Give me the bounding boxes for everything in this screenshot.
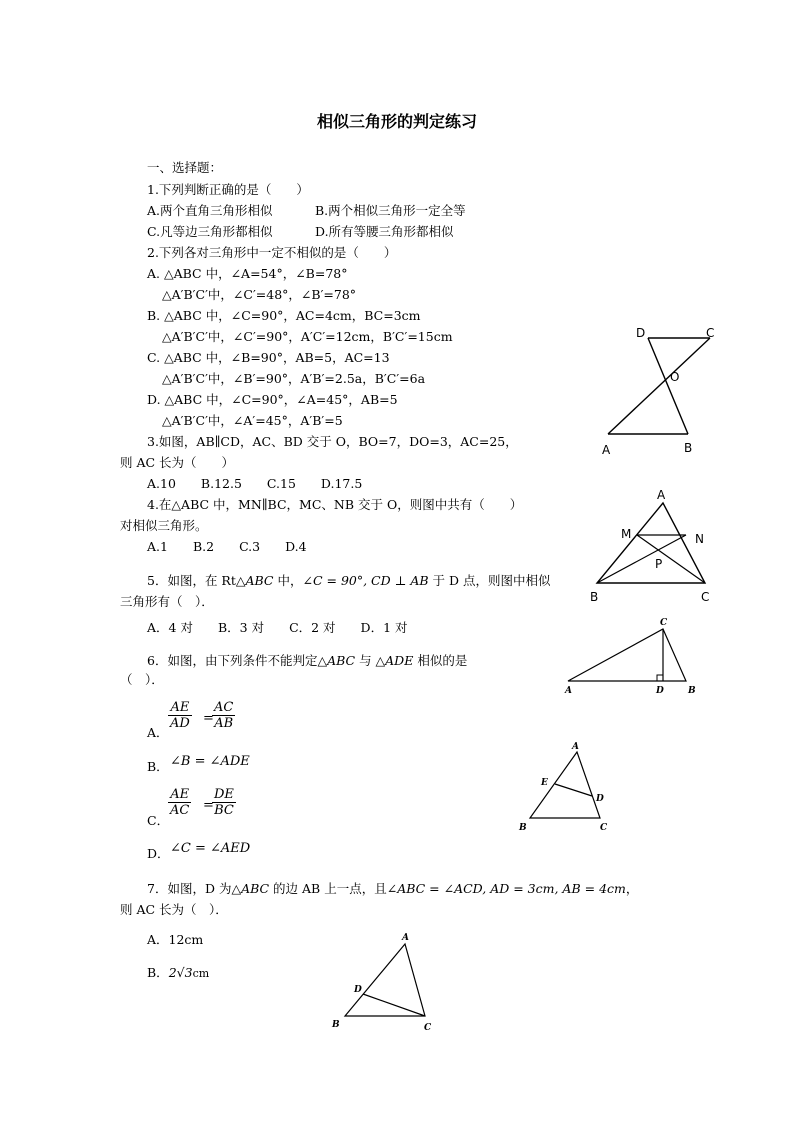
- fig5-label-d: D: [354, 985, 362, 995]
- q7-option-b-label: B．: [147, 965, 169, 980]
- q4-stem: 4.在△ABC 中，MN∥BC，MC、NB 交于 O，则图中共有（ ）: [147, 497, 523, 512]
- q5-triangle: △ABC: [235, 573, 274, 588]
- q7-stem: [147, 881, 638, 897]
- q2-option-d-line2: △A′B′C′中，∠A′=45°，A′B′=5: [162, 413, 343, 428]
- fig3-label-a: A: [565, 686, 572, 696]
- fig4-label-a: A: [572, 742, 579, 752]
- fig1-label-d: D: [636, 326, 646, 340]
- q1-option-d: D.所有等腰三角形都相似: [315, 224, 454, 239]
- q6-triangle-ade: △ADE: [375, 653, 414, 668]
- figure-parallel-lines: [590, 320, 730, 460]
- fig4-label-b: B: [519, 823, 527, 833]
- q1-option-a: A.两个直角三角形相似: [147, 203, 273, 218]
- q7-option-a: A．12cm: [147, 932, 204, 947]
- q6-option-d-expr: ∠C = ∠AED: [170, 841, 251, 856]
- fig2-label-n: N: [695, 532, 704, 546]
- q1-option-b: B.两个相似三角形一定全等: [315, 203, 466, 218]
- q5-stem-line2: 三角形有（ ）．: [120, 594, 214, 609]
- q5-options: A．4 对 B．3 对 C．2 对 D．1 对: [147, 620, 408, 635]
- q2-option-c-line2: △A′B′C′中，∠B′=90°，A′B′=2.5a，B′C′=6a: [162, 371, 426, 386]
- q5-prefix: 5．如图，在 Rt: [147, 573, 236, 588]
- page-title: 相似三角形的判定练习: [316, 112, 477, 131]
- q4-stem-line2: 对相似三角形。: [120, 518, 208, 533]
- q5-condition: ∠C = 90°, CD ⊥ AB: [302, 573, 429, 588]
- q7-condition: ∠ABC = ∠ACD, AD = 3cm, AB = 4cm: [386, 881, 626, 896]
- fig1-label-o: O: [670, 370, 680, 384]
- q7-stem-line2: 则 AC 长为（ ）．: [120, 902, 228, 917]
- fig2-label-m: M: [621, 527, 632, 541]
- q2-option-a-line1: A. △ABC 中，∠A=54°，∠B=78°: [147, 266, 348, 281]
- q2-option-c-line1: C. △ABC 中，∠B=90°，AB=5，AC=13: [147, 350, 390, 365]
- q3-stem: 3.如图，AB∥CD，AC、BD 交于 O，BO=7，DO=3，AC=25，: [147, 434, 518, 449]
- q6-option-b-expr: ∠B = ∠ADE: [170, 754, 250, 769]
- q6-option-b-label: B．: [147, 759, 169, 774]
- fig5-label-a: A: [402, 933, 409, 943]
- fig5-label-b: B: [332, 1020, 340, 1030]
- q6-option-a-equals: =: [203, 711, 214, 726]
- fig3-label-c: C: [660, 618, 668, 628]
- figure-right-triangle: [560, 615, 710, 700]
- fig2-label-a: A: [657, 488, 666, 502]
- fig3-label-d: D: [656, 686, 664, 696]
- fig4-label-c: C: [600, 823, 608, 833]
- fig1-label-c: C: [706, 326, 715, 340]
- figure-triangle-ade: [510, 738, 620, 838]
- q7-prefix: 7．如图，D 为: [147, 881, 232, 896]
- q1-option-c: C.凡等边三角形都相似: [147, 224, 273, 239]
- q7-option-b: [147, 965, 209, 982]
- q6-triangle-abc: △ABC: [317, 653, 356, 668]
- q6-option-a-label: A．: [147, 725, 169, 740]
- q6-stem: [147, 653, 467, 669]
- fig1-label-b: B: [684, 441, 693, 455]
- fig1-label-a: A: [602, 443, 611, 457]
- q7-mid: 的边 AB 上一点，且: [269, 881, 387, 896]
- q2-option-a-line2: △A′B′C′中，∠C′=48°，∠B′=78°: [162, 287, 357, 302]
- section-heading: 一、选择题：: [147, 160, 223, 175]
- q2-stem: 2.下列各对三角形中一定不相似的是（ ）: [147, 245, 397, 260]
- q6-option-c-equals: =: [203, 798, 214, 813]
- q2-option-b-line1: B. △ABC 中，∠C=90°，AC=4cm，BC=3cm: [147, 308, 421, 323]
- q6-option-a-fraction-right: $\frac{AC}{AB}$: [214, 700, 234, 731]
- q6-option-a-fraction-left: $\frac{AE}{AD}$: [170, 700, 190, 731]
- q5-mid: 中，: [273, 573, 303, 588]
- q3-stem-line2: 则 AC 长为（ ）: [120, 455, 235, 470]
- q7-option-b-expr: 2√3: [168, 965, 193, 980]
- q6-suffix: 相似的是: [413, 653, 468, 668]
- q6-stem-line2: （ ）．: [120, 672, 164, 687]
- q7-suffix: ，: [625, 881, 639, 896]
- q6-option-d-label: D．: [147, 846, 170, 861]
- q1-stem: 1.下列判断正确的是（ ）: [147, 182, 309, 197]
- fig2-label-c: C: [701, 590, 710, 604]
- figure-triangle-acd: [325, 928, 445, 1033]
- q6-option-c-fraction-right: $\frac{DE}{BC}$: [214, 787, 234, 818]
- q4-options: A.1 B.2 C.3 D.4: [147, 539, 307, 554]
- fig2-label-b: B: [590, 590, 599, 604]
- q5-suffix: 于 D 点，则图中相似: [428, 573, 551, 588]
- q6-mid: 与: [355, 653, 376, 668]
- q7-option-b-unit: cm: [192, 967, 210, 980]
- fig4-label-e: E: [541, 778, 548, 788]
- figure-mn-parallel: [585, 485, 720, 610]
- q2-option-d-line1: D. △ABC 中，∠C=90°，∠A=45°，AB=5: [147, 392, 398, 407]
- q3-options: A.10 B.12.5 C.15 D.17.5: [147, 476, 363, 491]
- q2-option-b-line2: △A′B′C′中，∠C′=90°，A′C′=12cm，B′C′=15cm: [162, 329, 453, 344]
- fig2-label-p: P: [655, 557, 663, 571]
- q5-stem: [147, 573, 551, 589]
- q6-prefix: 6．如图，由下列条件不能判定: [147, 653, 318, 668]
- q6-option-c-fraction-left: $\frac{AE}{AC}$: [170, 787, 190, 818]
- q6-option-c-label: C．: [147, 813, 170, 828]
- fig5-label-c: C: [424, 1023, 432, 1033]
- fig3-label-b: B: [688, 686, 696, 696]
- fig4-label-d: D: [596, 794, 604, 804]
- q7-triangle: △ABC: [231, 881, 270, 896]
